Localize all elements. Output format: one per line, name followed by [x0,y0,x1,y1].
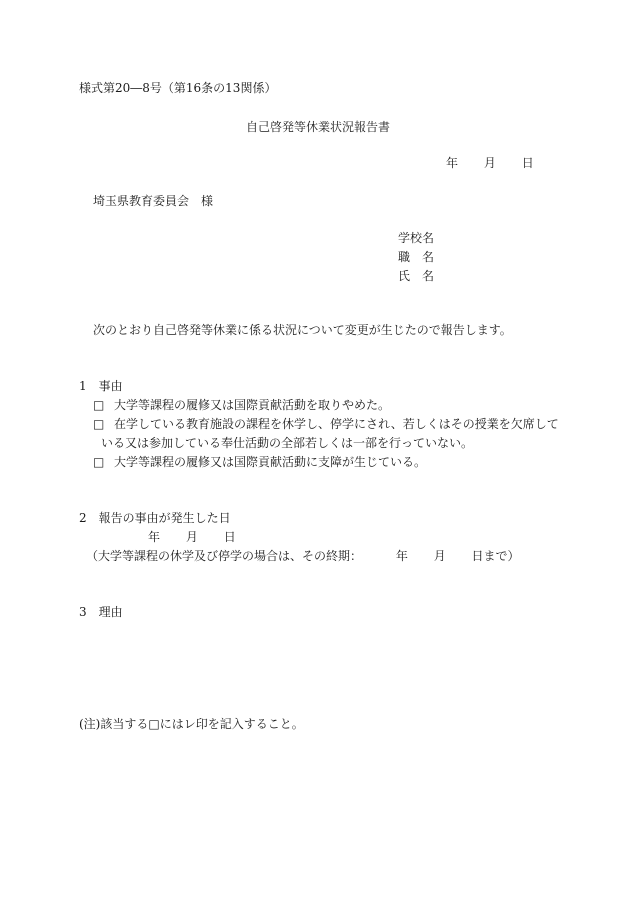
section3-heading: 3 理由 [79,605,123,619]
document-title: 自己啓発等休業状況報告書 [246,120,391,134]
report-date-month: 月 [483,156,496,170]
section2-heading: 2 報告の事由が発生した日 [79,511,231,525]
suspension-end-suffix: 日まで） [471,549,520,563]
intro-text: 次のとおり自己啓発等休業に係る状況について変更が生じたので報告します。 [93,323,512,337]
report-date-day: 日 [521,156,534,170]
sender-position-label: 職 名 [398,250,435,264]
sender-school-label: 学校名 [398,231,435,245]
reason-option-3-checkbox[interactable]: □ [93,455,105,469]
section1-heading: 1 事由 [79,379,123,393]
reason-option-2-text-continued: いる又は参加している奉仕活動の全部若しくは一部を行っていない。 [101,436,474,450]
occurrence-date-day: 日 [223,530,236,544]
form-number: 様式第20―8号（第16条の13関係） [79,81,277,95]
occurrence-date-year: 年 [148,530,161,544]
addressee: 埼玉県教育委員会 様 [93,194,214,208]
suspension-end-note [86,550,520,562]
reason-option-1-checkbox[interactable]: □ [93,398,105,412]
report-date [446,157,534,169]
reason-option-2-text: 在学している教育施設の課程を休学し、停学にされ、若しくはその授業を欠席して [114,417,559,431]
suspension-end-year: 年 [395,549,408,563]
sender-name-label: 氏 名 [398,269,435,283]
report-date-year: 年 [446,156,459,170]
reason-option-1-text: 大学等課程の履修又は国際貢献活動を取りやめた。 [114,398,391,412]
occurrence-date-month: 月 [185,530,198,544]
footnote: (注)該当する□にはレ印を記入すること。 [79,717,304,731]
reason-option-2-checkbox[interactable]: □ [93,417,105,431]
reason-option-3-text: 大学等課程の履修又は国際貢献活動に支障が生じている。 [114,455,427,469]
suspension-end-note-prefix: （大学等課程の休学及び停学の場合は、その終期： [86,549,363,563]
occurrence-date [148,531,236,543]
suspension-end-month: 月 [433,549,446,563]
